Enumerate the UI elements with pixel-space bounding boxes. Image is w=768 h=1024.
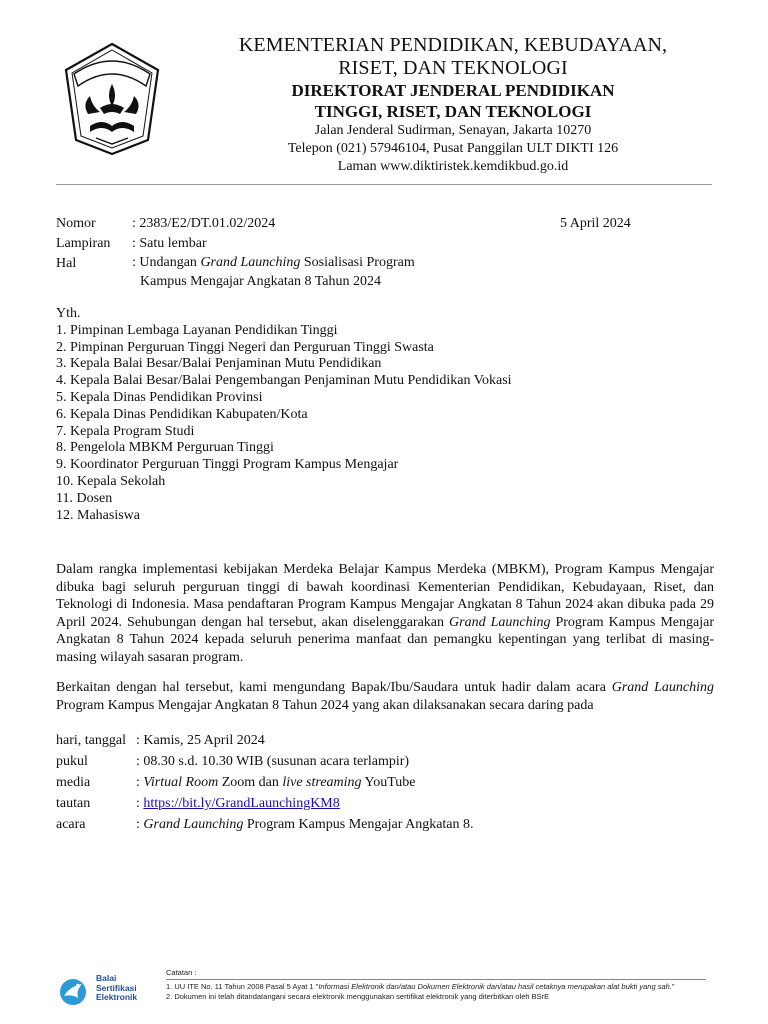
lampiran-label: Lampiran [56,236,111,251]
event-time-value: : 08.30 s.d. 10.30 WIB (susunan acara terlampir) [136,754,410,769]
directorate-line-1: DIREKTORAT JENDERAL PENDIDIKAN [291,81,615,100]
p2-italic: Grand Launching [611,680,714,695]
note-1-italic: Informasi Elektronik dan/atau Dokumen Elektronik dan/atau hasil cetaknya merupakan alat bukti yang sah. [318,982,672,991]
hal-prefix: : Undangan [132,255,201,270]
event-date-value: : Kamis, 25 April 2024 [136,733,265,748]
list-item: 5. Kepala Dinas Pendidikan Provinsi [56,389,263,405]
note-1 [166,982,716,992]
event-agenda-label: acara [56,817,86,832]
list-item: 7. Kepala Program Studi [56,423,195,439]
bsre-line-2: Sertifikasi [96,982,137,993]
event-time-label: pukul [56,754,88,769]
directorate-line-2: TINGGI, RISET, DAN TEKNOLOGI [314,102,592,121]
event-link-row [56,793,696,814]
hal-line-2: Kampus Mengajar Angkatan 8 Tahun 2024 [140,273,381,289]
footer [56,964,716,1020]
agenda-italic: Grand Launching [143,817,244,832]
event-agenda-value [136,814,474,835]
agenda-colon: : [136,817,144,832]
p2-part-1: Berkaitan dengan hal tersebut, kami mengundang Bapak/Ibu/Saudara untuk hadir dalam acara [56,680,612,695]
hal-italic: Grand Launching [200,255,301,270]
hal-suffix: Sosialisasi Program [300,255,415,270]
bsre-brand-text [96,974,137,1003]
note-1-b: " [671,982,675,991]
list-item: 1. Pimpinan Lembaga Layanan Pendidikan Tinggi [56,322,338,338]
event-media-label: media [56,775,91,790]
media-end: YouTube [361,775,416,790]
body-paragraph-2 [56,679,714,714]
media-mid: Zoom dan [218,775,283,790]
agenda-rest: Program Kampus Mengajar Angkatan 8. [243,817,474,832]
list-item: 12. Mahasiswa [56,507,140,523]
nomor-row [56,214,656,234]
list-item: 11. Dosen [56,490,113,506]
p1-part-1: Dalam rangka implementasi kebijakan Merdeka Belajar Kampus Merdeka (MBKM), Program Kampus Mengajar dibuka bagi seluruh perguruan tinggi di bawah koordinasi Kementerian Pendidikan, Kebudayaan, Riset, dan Teknologi di Indonesia. Masa pendaftaran Program Kampus Mengajar Angkatan 8 Tahun 2024 akan dibuka pada 29 April 2024. Sehubungan dengan hal tersebut, akan diselenggarakan [56,562,714,630]
body-paragraph-1 [56,561,714,666]
notes-title: Catatan : [166,968,197,977]
lampiran-value: : Satu lembar [132,236,207,251]
p1-italic: Grand Launching [449,614,551,630]
p1-part-2: Program Kampus Mengajar Angkatan 8 Tahun 2024 kepada seluruh penerima manfaat dan pemangku kepentingan yang terlibat di masing-masing wilayah sasaran program. [56,614,714,665]
event-link-value [136,793,340,814]
tut-wuri-handayani-logo-icon [60,40,164,158]
list-item: 3. Kepala Balai Besar/Balai Penjaminan Mutu Pendidikan [56,356,382,372]
bsre-line-1: Balai [96,973,117,983]
footer-notes [166,968,716,1002]
link-colon: : [136,796,144,811]
media-italic-2: live streaming [282,775,362,790]
letter-date: 5 April 2024 [560,216,631,231]
list-item: 2. Pimpinan Perguruan Tinggi Negeri dan Perguruan Tinggi Swasta [56,339,434,355]
list-item: 8. Pengelola MBKM Perguruan Tinggi [56,440,274,456]
p2-part-2: Program Kampus Mengajar Angkatan 8 Tahun 2024 yang akan dilaksanakan secara daring pada [56,697,594,713]
lampiran-row [56,234,656,254]
office-phone: Telepon (021) 57946104, Pusat Panggilan ULT DIKTI 126 [287,141,619,156]
hal-value [132,254,415,291]
event-link-label: tautan [56,796,91,811]
event-media-value [136,772,416,793]
letter-meta [56,214,656,292]
greeting: Yth. [56,306,81,321]
letterhead-divider [56,184,712,185]
event-agenda-row [56,814,696,835]
note-2: 2. Dokumen ini telah ditandatangani secara elektronik menggunakan sertifikat elektronik yang diterbitkan oleh BSrE [166,992,550,1001]
event-link[interactable]: https://bit.ly/GrandLaunchingKM8 [143,796,340,811]
office-address: Jalan Jenderal Sudirman, Senayan, Jakarta 10270 [314,123,592,138]
hal-label: Hal [56,256,77,271]
media-colon: : [136,775,144,790]
ministry-line-2: RISET, DAN TEKNOLOGI [338,57,568,79]
event-media-row [56,772,696,793]
list-item: 10. Kepala Sekolah [56,473,166,489]
list-item: 9. Koordinator Perguruan Tinggi Program Kampus Mengajar [56,457,399,473]
event-date-row [56,730,696,751]
hal-row [56,254,656,292]
addressees [56,306,696,524]
addressee-list [56,323,696,525]
ministry-line-1: KEMENTERIAN PENDIDIKAN, KEBUDAYAAN, [238,34,668,56]
event-details [56,730,696,835]
nomor-label: Nomor [56,216,96,231]
nomor-value: : 2383/E2/DT.01.02/2024 [132,216,276,231]
list-item: 4. Kepala Balai Besar/Balai Pengembangan Penjaminan Mutu Pendidikan Vokasi [56,373,512,389]
letterhead [0,0,768,190]
letterhead-text [228,34,678,176]
media-italic-1: Virtual Room [143,775,219,790]
event-time-row [56,751,696,772]
note-1-a: 1. UU ITE No. 11 Tahun 2008 Pasal 5 Ayat 1 " [166,982,319,991]
event-date-label: hari, tanggal [56,733,126,748]
office-website: Laman www.diktiristek.kemdikbud.go.id [337,159,569,174]
bsre-line-3: Elektronik [96,992,138,1002]
notes-divider [166,979,706,980]
list-item: 6. Kepala Dinas Pendidikan Kabupaten/Kota [56,406,308,422]
